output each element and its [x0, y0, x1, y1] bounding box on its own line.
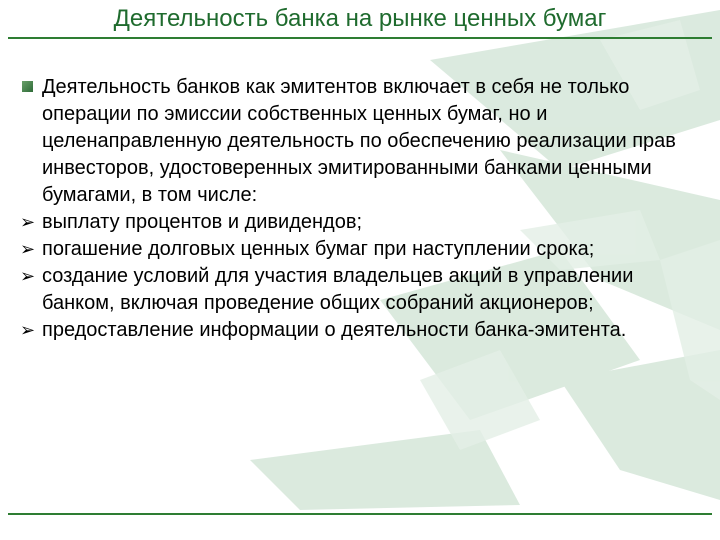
- intro-paragraph: [20, 74, 690, 209]
- intro-text: включает в себя не только операции по эмиссии собственных ценных бумаг, но и целенаправленную деятельность по обеспечению реализации прав инвесторов, удостоверенных эмитированными банками ценными бумагами, в том числе:: [42, 76, 676, 206]
- arrow-right-icon: ➢: [20, 212, 36, 233]
- title-divider: [8, 37, 712, 39]
- intro-lead: Деятельность банков как эмитентов: [42, 76, 378, 98]
- list-item-text: предоставление информации о деятельности банка-эмитента.: [42, 319, 627, 341]
- arrow-right-icon: ➢: [20, 320, 36, 341]
- arrow-right-icon: ➢: [20, 239, 36, 260]
- slide-body: [20, 74, 690, 344]
- square-bullet-icon: [22, 81, 33, 92]
- list-item: [20, 263, 690, 317]
- list-item-text: выплату процентов и дивидендов;: [42, 211, 363, 233]
- list-item: [20, 209, 690, 236]
- bullet-list: [20, 209, 690, 344]
- list-item: [20, 317, 690, 344]
- list-item-text: создание условий для участия владельцев акций в управлении банком, включая проведение общих собраний акционеров;: [42, 265, 634, 314]
- list-item-text: погашение долговых ценных бумаг при наступлении срока;: [42, 238, 595, 260]
- list-item: [20, 236, 690, 263]
- arrow-right-icon: ➢: [20, 266, 36, 287]
- footer-divider: [8, 513, 712, 515]
- slide-title: Деятельность банка на рынке ценных бумаг: [113, 5, 607, 32]
